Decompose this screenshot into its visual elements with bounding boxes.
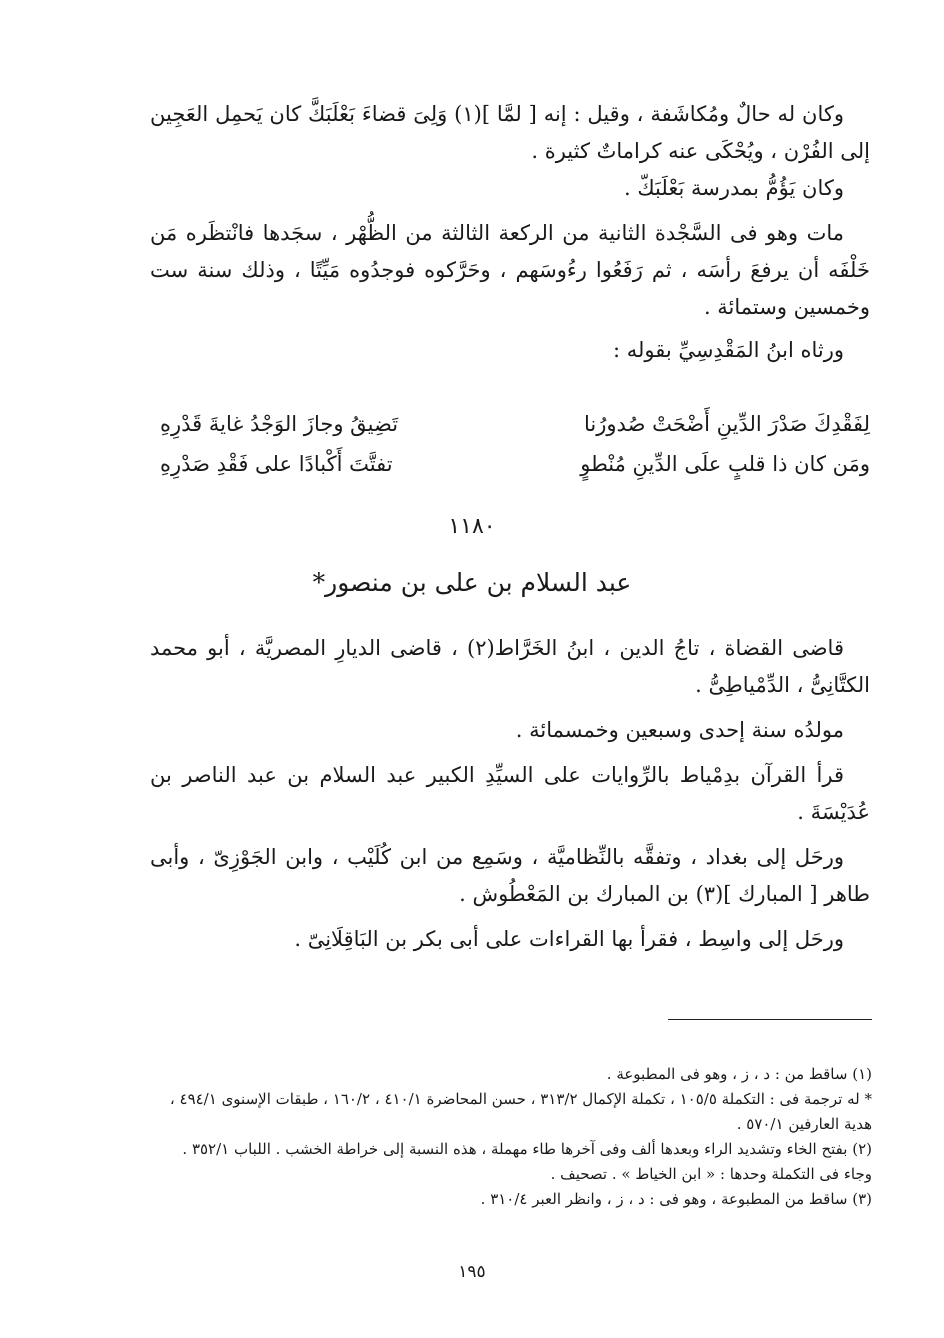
- poem-verse-1: [160, 406, 870, 443]
- paragraph-baghdad: ورحَل إلى بغداد ، وتفقَّه بالنِّظاميَّة ، وسَمِع من ابن كُلَيْب ، وابن الجَوْزِىّ ، وأبى طاهر [ المبارك ](٣) بن المبارك بن المَعْطُوش .: [150, 845, 870, 906]
- paragraph-imam: وكان يَؤُمُّ بمدرسة بَعْلَبَكّ .: [624, 176, 844, 200]
- entry-title: عبد السلام بن على بن منصور*: [312, 568, 632, 597]
- paragraph-wasit: ورحَل إلى واسِط ، فقرأ بها القراءات على أبى بكر بن البَاقِلَانِىّ .: [294, 927, 844, 951]
- entry-text: [150, 630, 870, 958]
- paragraph-titles: قاضى القضاة ، تاجُ الدين ، ابنُ الخَرَّاط(٢) ، قاضى الديارِ المصريَّة ، أبو محمد الكتَّانِىُّ ، الدِّمْياطِىُّ .: [150, 636, 870, 697]
- footnote-3: (٣) ساقط من المطبوعة ، وهو فى : د ، ز ، وانظر العبر ٣١٠/٤ .: [480, 1190, 872, 1208]
- footnote-divider: [668, 1019, 872, 1020]
- paragraph-death: مات وهو فى السَّجْدة الثانية من الركعة الثالثة من الظُّهْر ، سجَدها فانْتظَره مَن خَلْفَه أن يرفعَ رأسَه ، ثم رَفَعُوا رءُوسَهم ، وحَرَّكوه فوجدُوه مَيِّتًا ، وذلك سنة ست وخمسين وستمائة .: [150, 221, 870, 319]
- verse-1-first-hemistich: لِفَقْدِكَ صَدْرَ الدِّينِ أَضْحَتْ صُدورُنا: [584, 412, 870, 436]
- verse-2-first-hemistich: ومَن كان ذا قلبٍ علَى الدِّينِ مُنْطوٍ: [580, 452, 870, 476]
- verse-1-second-hemistich: تَضِيقُ وجازَ الوَجْدُ غايةَ قَدْرِهِ: [160, 412, 399, 436]
- paragraph-elegy-intro: ورثاه ابنُ المَقْدِسِيِّ بقوله :: [612, 338, 844, 362]
- footnote-2: (٢) بفتح الخاء وتشديد الراء وبعدها ألف وفى آخرها طاء مهملة ، هذه النسبة إلى خراطة الخشب . اللباب ٣٥٢/١ . وجاء فى التكملة وحدها : « ابن الخياط » . تصحيف .: [182, 1140, 872, 1183]
- entry-number: ١١٨٠: [448, 514, 496, 539]
- page-number: ١٩٥: [458, 1262, 486, 1282]
- paragraph-karamat: وكان له حالٌ ومُكاشَفة ، وقيل : إنه [ لمَّا ](١) وَلِىَ قضاءَ بَعْلَبَكَّ كان يَحمِل العَجِين إلى الفُرْن ، ويُحْكَى عنه كراماتٌ كثيرة .: [150, 102, 870, 163]
- footnote-star: * له ترجمة فى : التكملة ١٠٥/٥ ، تكملة الإكمال ٣١٣/٢ ، حسن المحاضرة ٤١٠/١ ، ١٦٠/٢ ، طبقات الإسنوى ٤٩٤/١ ، هدية العارفين ٥٧٠/١ .: [169, 1090, 872, 1133]
- footnotes: [150, 1062, 872, 1212]
- verse-2-second-hemistich: تفتَّتَ أَكْبادًا على فَقْدِ صَدْرِهِ: [160, 452, 393, 476]
- previous-entry-text: [150, 96, 870, 369]
- poem-verse-2: [160, 446, 870, 483]
- paragraph-quran-reading: قرأ القرآن بدِمْياط بالرِّوايات على السيِّدِ الكبير عبد السلام بن عبد الناصر بن عُدَيْسَةَ .: [150, 763, 870, 824]
- paragraph-birth: مولدُه سنة إحدى وسبعين وخمسمائة .: [515, 718, 844, 742]
- footnote-1: (١) ساقط من : د ، ز ، وهو فى المطبوعة .: [606, 1065, 872, 1083]
